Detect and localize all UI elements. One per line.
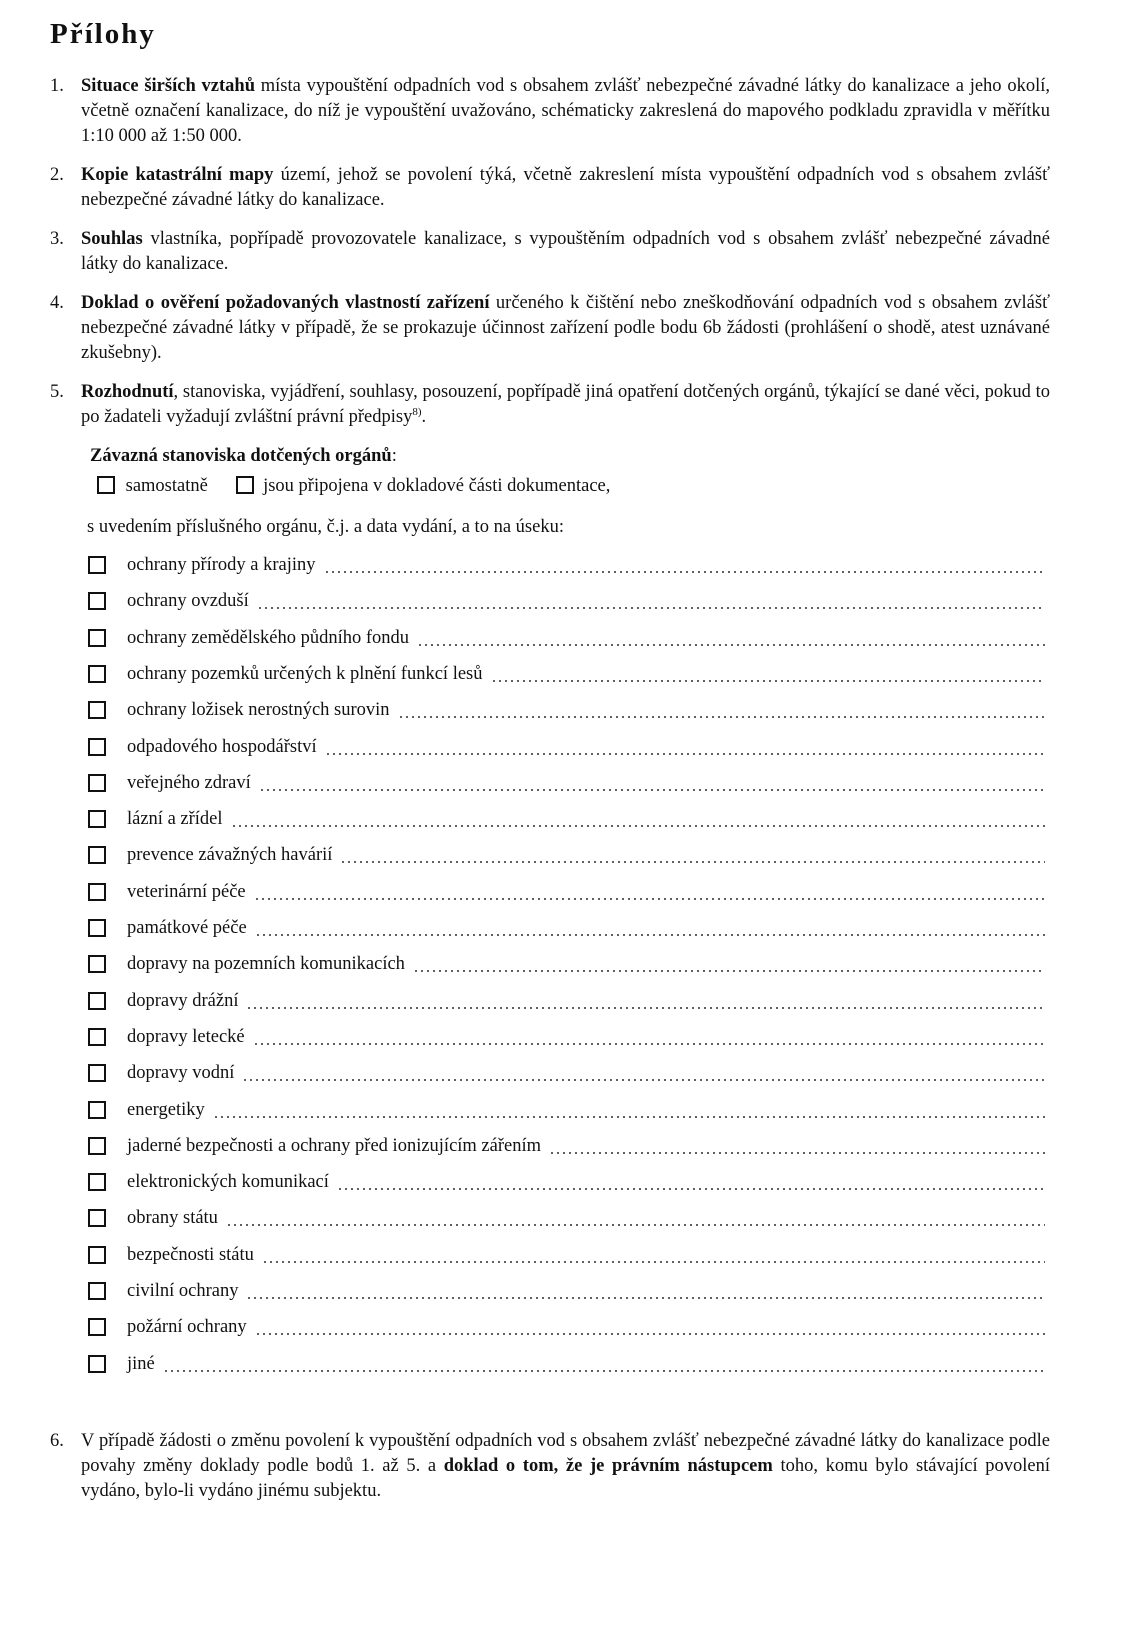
item-number: 5. [50,382,64,402]
sector-row [88,914,1045,942]
sector-row [88,1313,1045,1341]
sector-label: bezpečnosti státu [127,1245,254,1265]
sector-label: elektronických komunikací [127,1172,329,1192]
fill-in-dotted-line[interactable] [213,1116,1045,1118]
sector-label: prevence závažných havárií [127,845,333,865]
binding-opinions-title: Závazná stanoviska dotčených orgánů [90,446,392,466]
item-text: místa vypouštění odpadních vod s obsahem zvlášť nebezpečné závadné látky do kanalizace a jeho okolí, včetně označení kanalizace, do níž je vypouštění uvažováno, schématicky zakreslená do mapového podkladu zpravidla v měřítku 1:10 000 až 1:50 000. [81,76,1051,146]
sector-row [88,987,1045,1015]
sector-label: ochrany ložisek nerostných surovin [127,700,390,720]
attachment-item-4 [50,291,1050,366]
item-bold-label: Souhlas [81,229,143,249]
checkbox-attached[interactable] [236,476,254,494]
footnote-ref: 8) [412,405,422,418]
page-title: Přílohy [50,18,156,50]
sector-checkbox[interactable] [88,665,106,683]
fill-in-dotted-line[interactable] [246,1007,1045,1009]
item-bold-label: Situace širších vztahů [81,76,255,96]
sector-label: ochrany pozemků určených k plnění funkcí lesů [127,664,483,684]
sector-row [88,660,1045,688]
item-number: 3. [50,229,64,249]
sector-label: lázní a zřídel [127,809,223,829]
sector-checkbox[interactable] [88,1209,106,1227]
fill-in-dotted-line[interactable] [255,934,1045,936]
item-bold-label: Doklad o ověření požadovaných vlastností zařízení [81,293,490,313]
item-tail: . [421,407,427,427]
item-text: V případě žádosti o změnu povolení k vypouštění odpadních vod s obsahem zvlášť nebezpečné závadné látky do kanalizace podle povahy změny doklady podle bodů 1. až 5. a [81,1431,1050,1476]
item-text: vlastníka, popřípadě provozovatele kanalizace, s vypouštěním odpadních vod s obsahem zvlášť nebezpečné závadné látky do kanalizace. [81,229,1050,274]
sector-label: ochrany zemědělského půdního fondu [127,628,410,648]
sector-checkbox[interactable] [88,992,106,1010]
item-number: 1. [50,76,64,96]
item-number: 4. [50,293,64,313]
sector-row [88,587,1045,615]
binding-opinions-intro: s uvedením příslušného orgánu, č.j. a data vydání, a to na úseku: [87,517,564,537]
binding-opinions-heading [90,444,397,469]
sector-checkbox[interactable] [88,1282,106,1300]
sector-row [88,1096,1045,1124]
fill-in-dotted-line[interactable] [231,825,1045,827]
sector-checkbox[interactable] [88,556,106,574]
sector-row [88,1241,1045,1269]
sector-label: civilní ochrany [127,1281,239,1301]
fill-in-dotted-line[interactable] [413,970,1045,972]
sector-checkbox[interactable] [88,1101,106,1119]
fill-in-dotted-line[interactable] [259,789,1045,791]
sector-row [88,1023,1045,1051]
sector-checkbox[interactable] [88,1137,106,1155]
sector-checkbox[interactable] [88,846,106,864]
fill-in-dotted-line[interactable] [253,1043,1045,1045]
option-attached-label: jsou připojena v dokladové části dokumentace, [263,476,611,496]
sector-label: dopravy na pozemních komunikacích [127,954,405,974]
sector-checkbox[interactable] [88,955,106,973]
sector-row [88,1277,1045,1305]
sector-checkbox[interactable] [88,1355,106,1373]
item-bold-label: Rozhodnutí [81,382,174,402]
sector-label: ochrany ovzduší [127,591,249,611]
item-text-end: toho, komu bylo stávající povolení vydáno, bylo-li vydáno jinému subjektu. [81,1456,1050,1501]
sector-row [88,696,1045,724]
fill-in-dotted-line[interactable] [417,644,1045,646]
attachment-item-2 [50,163,1050,213]
sector-row [88,624,1045,652]
sector-label: veřejného zdraví [127,773,251,793]
sector-label: dopravy vodní [127,1063,235,1083]
sector-label: jaderné bezpečnosti a ochrany před ionizujícím zářením [127,1136,542,1156]
item-number: 6. [50,1431,64,1451]
sector-row [88,1059,1045,1087]
sector-label: veterinární péče [127,882,246,902]
sector-checkbox[interactable] [88,919,106,937]
fill-in-dotted-line[interactable] [340,861,1045,863]
fill-in-dotted-line[interactable] [337,1188,1045,1190]
heading-colon: : [391,446,397,466]
fill-in-dotted-line[interactable] [226,1224,1045,1226]
sector-label: jiné [127,1354,155,1374]
sector-label: památkové péče [127,918,247,938]
item-text: určeného k čištění nebo zneškodňování odpadních vod s obsahem zvlášť nebezpečné závadné látky v případě, že se prokazuje účinnost zařízení podle bodu 6b žádosti (prohlášení o shodě, atest uznávané zkušebny). [81,293,1051,363]
sector-checkbox[interactable] [88,1173,106,1191]
sector-checkbox[interactable] [88,883,106,901]
sector-label: obrany státu [127,1208,218,1228]
fill-in-dotted-line[interactable] [255,1333,1045,1335]
sector-row [88,1204,1045,1232]
binding-opinions-options [97,474,610,499]
sector-checkbox[interactable] [88,1064,106,1082]
sector-label: energetiky [127,1100,205,1120]
sector-label: dopravy drážní [127,991,239,1011]
fill-in-dotted-line[interactable] [257,607,1045,609]
sector-label: ochrany přírody a krajiny [127,555,316,575]
sector-checkbox[interactable] [88,629,106,647]
sector-checkbox[interactable] [88,592,106,610]
sector-row [88,950,1045,978]
checkbox-separate[interactable] [97,476,115,494]
sector-checkbox[interactable] [88,1246,106,1264]
fill-in-dotted-line[interactable] [491,680,1046,682]
item-bold-label: doklad o tom, že je právním nástupcem [443,1456,773,1476]
sector-checkbox[interactable] [88,810,106,828]
item-text: , stanoviska, vyjádření, souhlasy, posouzení, popřípadě jiná opatření dotčených orgánů, týkající se dané věci, pokud to po žadateli vyžadují zvláštní právní předpisy [81,382,1050,427]
option-separate-label: samostatně [125,476,208,496]
sector-checkbox[interactable] [88,1318,106,1336]
item-bold-label: Kopie katastrální mapy [81,165,274,185]
sector-row [88,1168,1045,1196]
sector-row [88,769,1045,797]
fill-in-dotted-line[interactable] [324,571,1045,573]
fill-in-dotted-line[interactable] [163,1370,1045,1372]
fill-in-dotted-line[interactable] [242,1079,1045,1081]
sector-row [88,1132,1045,1160]
fill-in-dotted-line[interactable] [398,716,1045,718]
fill-in-dotted-line[interactable] [549,1152,1045,1154]
sector-row [88,878,1045,906]
sector-checkbox[interactable] [88,774,106,792]
sector-row [88,841,1045,869]
attachment-item-5 [50,380,1050,430]
sector-checkbox[interactable] [88,1028,106,1046]
item-number: 2. [50,165,64,185]
sector-row [88,1350,1045,1378]
attachment-item-1 [50,74,1050,149]
sector-row [88,551,1045,579]
sector-label: odpadového hospodářství [127,737,317,757]
sector-checkbox[interactable] [88,738,106,756]
sector-label: dopravy letecké [127,1027,245,1047]
attachment-item-6 [50,1429,1050,1504]
fill-in-dotted-line[interactable] [325,753,1045,755]
sector-label: požární ochrany [127,1317,247,1337]
sector-checkbox[interactable] [88,701,106,719]
item-text: území, jehož se povolení týká, včetně zakreslení místa vypouštění odpadních vod s obsahem zvlášť nebezpečné závadné látky do kanalizace. [81,165,1050,210]
sector-row [88,733,1045,761]
fill-in-dotted-line[interactable] [262,1261,1045,1263]
attachment-item-3 [50,227,1050,277]
fill-in-dotted-line[interactable] [246,1297,1045,1299]
fill-in-dotted-line[interactable] [254,898,1045,900]
sector-row [88,805,1045,833]
